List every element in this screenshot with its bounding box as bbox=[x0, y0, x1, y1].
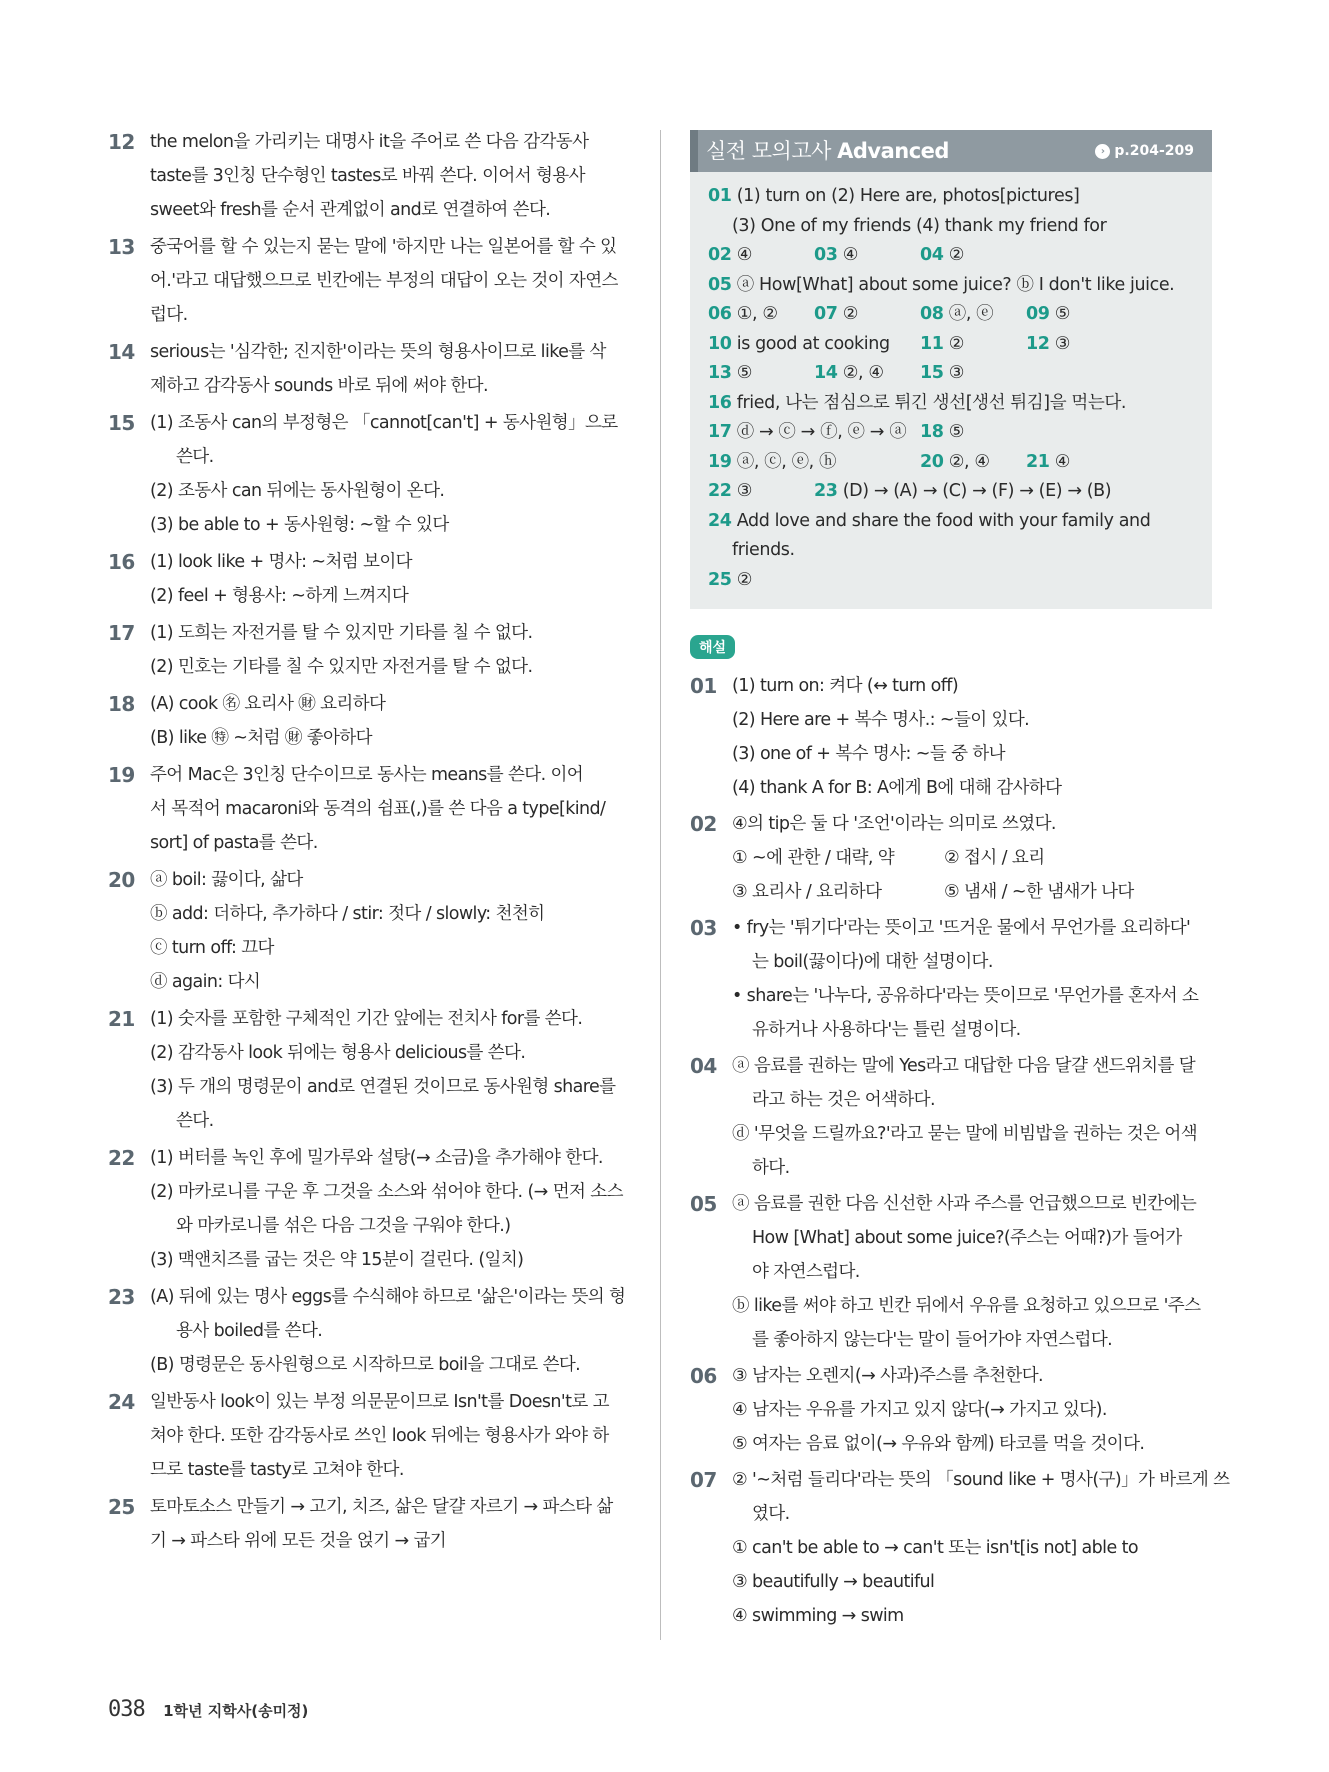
answer-cell bbox=[708, 477, 752, 507]
answer-text: ② bbox=[948, 333, 965, 354]
item-number: 20 bbox=[108, 868, 135, 892]
item-line: (2) 조동사 can 뒤에는 동사원형이 온다. bbox=[150, 481, 445, 501]
item-number: 25 bbox=[108, 1495, 135, 1519]
explanation-item bbox=[108, 758, 634, 860]
explanation-item bbox=[108, 616, 634, 684]
item-number: 01 bbox=[690, 674, 717, 698]
column-divider bbox=[660, 130, 661, 1640]
item-number: 22 bbox=[108, 1146, 135, 1170]
item-line: ⓓ '무엇을 드릴까요?'라고 묻는 말에 비빔밥을 권하는 것은 어색 bbox=[732, 1124, 1198, 1144]
answer-row bbox=[708, 271, 1196, 301]
answer-text: ③ bbox=[948, 363, 965, 383]
answer-cell bbox=[920, 241, 964, 271]
item-line: 야 자연스럽다. bbox=[752, 1262, 860, 1282]
right-column bbox=[690, 130, 1230, 1635]
answer-row bbox=[708, 566, 1196, 596]
item-line: ⓐ boil: 끓이다, 삶다 bbox=[150, 870, 303, 890]
answer-text: ②, ④ bbox=[842, 363, 884, 383]
item-line: ⓑ like를 써야 하고 빈칸 뒤에서 우유를 요청하고 있으므로 '주스 bbox=[732, 1296, 1201, 1316]
answer-cell bbox=[814, 477, 1111, 507]
answer-number: 14 bbox=[814, 363, 838, 383]
answer-cell bbox=[708, 241, 752, 271]
item-number: 02 bbox=[690, 812, 717, 836]
answer-cell bbox=[708, 182, 1079, 212]
item-line: (A) cook ㊔ 요리사 ㊖ 요리하다 bbox=[150, 694, 386, 714]
item-line: 쓴다. bbox=[176, 447, 214, 467]
item-line: 럽다. bbox=[150, 305, 188, 325]
item-line: 쓴다. bbox=[176, 1111, 214, 1131]
answer-row bbox=[708, 330, 1196, 360]
item-number: 19 bbox=[108, 763, 135, 787]
explanation-item bbox=[108, 125, 634, 227]
item-line: 였다. bbox=[752, 1504, 790, 1524]
item-line: 일반동사 look이 있는 부정 의문문이므로 Isn't를 Doesn't로 고 bbox=[150, 1392, 609, 1412]
item-line: (B) like ㊕ ~처럼 ㊖ 좋아하다 bbox=[150, 728, 372, 748]
answer-text: ② bbox=[948, 245, 965, 265]
answer-cell bbox=[920, 300, 993, 330]
item-number: 14 bbox=[108, 340, 135, 364]
answer-number: 16 bbox=[708, 392, 732, 413]
item-line: the melon을 가리키는 대명사 it을 주어로 쓴 다음 감각동사 bbox=[150, 132, 589, 152]
item-line: ④의 tip은 둘 다 '조언'이라는 의미로 쓰였다. bbox=[732, 814, 1056, 834]
answer-number: 06 bbox=[708, 304, 732, 324]
item-line: (2) 감각동사 look 뒤에는 형용사 delicious를 쓴다. bbox=[150, 1043, 526, 1063]
answer-number: 01 bbox=[708, 186, 732, 206]
solution-item bbox=[690, 1359, 1212, 1461]
item-number: 06 bbox=[690, 1364, 717, 1388]
answer-number: 17 bbox=[708, 422, 732, 442]
item-line: ④ swimming → swim bbox=[732, 1606, 904, 1626]
answer-number: 02 bbox=[708, 245, 732, 265]
answer-key-header bbox=[690, 130, 1212, 172]
item-line: • fry는 '튀기다'라는 뜻이고 '뜨거운 물에서 무언가를 요리하다' bbox=[732, 918, 1191, 938]
answer-cell bbox=[814, 359, 884, 389]
answer-number: 05 bbox=[708, 274, 732, 295]
answer-row bbox=[708, 241, 1196, 271]
explanation-item bbox=[108, 335, 634, 403]
answer-key-box bbox=[690, 130, 1212, 609]
answer-number: 10 bbox=[708, 333, 732, 354]
choice-left: ③ 요리사 / 요리하다 bbox=[732, 882, 882, 902]
answer-number: 19 bbox=[708, 451, 732, 472]
answer-cell bbox=[708, 330, 890, 360]
item-line: ① can't be able to → can't 또는 isn't[is not] able to bbox=[732, 1538, 1138, 1558]
explanation-item bbox=[108, 1280, 634, 1382]
answer-text: (1) turn on (2) Here are, photos[pictures] bbox=[736, 186, 1080, 206]
page-number: 038 bbox=[108, 1697, 145, 1722]
answer-text: friends. bbox=[732, 540, 795, 560]
item-number: 13 bbox=[108, 235, 135, 259]
item-line: 제하고 감각동사 sounds 바로 뒤에 써야 한다. bbox=[150, 376, 488, 396]
item-line: (A) 뒤에 있는 명사 eggs를 수식해야 하므로 '삶은'이라는 뜻의 형 bbox=[150, 1287, 626, 1307]
item-line: 하다. bbox=[752, 1158, 790, 1178]
item-line: 는 boil(끓이다)에 대한 설명이다. bbox=[752, 952, 993, 972]
answer-text: ⑤ bbox=[736, 363, 753, 383]
choice-right: ② 접시 / 요리 bbox=[944, 848, 1045, 868]
choice-right: ⑤ 냄새 / ~한 냄새가 나다 bbox=[944, 882, 1134, 902]
item-line: sort] of pasta를 쓴다. bbox=[150, 833, 318, 853]
item-line: (1) 버터를 녹인 후에 밀가루와 설탕(→ 소금)을 추가해야 한다. bbox=[150, 1148, 603, 1168]
answer-number: 20 bbox=[920, 451, 944, 472]
explanation-item bbox=[108, 545, 634, 613]
solution-item bbox=[690, 807, 1212, 909]
answer-text: ③ bbox=[1054, 333, 1071, 354]
answer-number: 25 bbox=[708, 569, 732, 590]
item-number: 04 bbox=[690, 1054, 717, 1078]
answer-row bbox=[708, 212, 1196, 242]
item-line: (2) Here are + 복수 명사.: ~들이 있다. bbox=[732, 710, 1030, 730]
answer-text: ①, ② bbox=[736, 304, 778, 324]
answer-cell bbox=[708, 389, 1126, 419]
answer-number: 12 bbox=[1026, 333, 1050, 354]
explanation-item bbox=[108, 687, 634, 755]
item-line: 기 → 파스타 위에 모든 것을 얹기 → 굽기 bbox=[150, 1531, 447, 1551]
item-line: ⓓ again: 다시 bbox=[150, 972, 261, 992]
answer-number: 22 bbox=[708, 481, 732, 501]
item-line: (1) 숫자를 포함한 구체적인 기간 앞에는 전치사 for를 쓴다. bbox=[150, 1009, 583, 1029]
item-line: ② '~처럼 들리다'라는 뜻의 「sound like + 명사(구)」가 바르게 쓰 bbox=[732, 1470, 1230, 1490]
item-line: (1) 도희는 자전거를 탈 수 있지만 기타를 칠 수 없다. bbox=[150, 623, 533, 643]
item-line: (B) 명령문은 동사원형으로 시작하므로 boil을 그대로 쓴다. bbox=[150, 1355, 581, 1375]
answer-cell bbox=[814, 241, 858, 271]
answer-text: ④ bbox=[1054, 451, 1071, 472]
page-footer bbox=[108, 1697, 308, 1722]
item-number: 03 bbox=[690, 916, 717, 940]
explanation-item bbox=[108, 1385, 634, 1487]
explanation-item bbox=[108, 1490, 634, 1558]
answer-text: ④ bbox=[842, 245, 859, 265]
item-line: 와 마카로니를 섞은 다음 그것을 구워야 한다.) bbox=[176, 1216, 511, 1236]
item-number: 05 bbox=[690, 1192, 717, 1216]
item-line: (1) 조동사 can의 부정형은 「cannot[can't] + 동사원형」으로 bbox=[150, 413, 618, 433]
item-number: 24 bbox=[108, 1390, 135, 1414]
item-line: ④ 남자는 우유를 가지고 있지 않다(→ 가지고 있다). bbox=[732, 1400, 1107, 1420]
answer-number: 21 bbox=[1026, 451, 1050, 472]
item-line: 어.'라고 대답했으므로 빈칸에는 부정의 대답이 오는 것이 자연스 bbox=[150, 271, 618, 291]
explanation-item bbox=[108, 406, 634, 542]
answer-key-title bbox=[706, 136, 949, 166]
item-line: taste를 3인칭 단수형인 tastes로 바꿔 쓴다. 이어서 형용사 bbox=[150, 166, 585, 186]
item-line: 용사 boiled를 쓴다. bbox=[176, 1321, 323, 1341]
item-line: (3) be able to + 동사원형: ~할 수 있다 bbox=[150, 515, 449, 535]
answer-cell bbox=[732, 212, 1106, 242]
answer-text: ② bbox=[842, 304, 859, 324]
page-reference bbox=[1095, 140, 1194, 162]
answer-number: 09 bbox=[1026, 304, 1050, 324]
answer-text: Add love and share the food with your family and bbox=[736, 510, 1151, 531]
explanation-item bbox=[108, 1002, 634, 1138]
answer-cell bbox=[920, 359, 964, 389]
answer-cell bbox=[708, 418, 906, 448]
answer-cell bbox=[732, 536, 795, 566]
answer-number: 23 bbox=[814, 481, 838, 501]
item-number: 07 bbox=[690, 1468, 717, 1492]
item-number: 23 bbox=[108, 1285, 135, 1309]
solution-item bbox=[690, 1049, 1212, 1185]
item-line: sweet와 fresh를 순서 관계없이 and로 연결하여 쓴다. bbox=[150, 200, 551, 220]
item-line: • share는 '나누다, 공유하다'라는 뜻이므로 '무언가를 혼자서 소 bbox=[732, 986, 1199, 1006]
header-tab bbox=[690, 130, 698, 172]
answer-cell bbox=[708, 566, 752, 596]
answer-text: ⓐ, ⓒ, ⓔ, ⓗ bbox=[736, 451, 837, 472]
item-line: 주어 Mac은 3인칭 단수이므로 동사는 means를 쓴다. 이어 bbox=[150, 765, 584, 785]
answer-text: is good at cooking bbox=[736, 333, 890, 354]
answer-row bbox=[708, 507, 1196, 537]
item-line: (4) thank A for B: A에게 B에 대해 감사하다 bbox=[732, 778, 1062, 798]
answer-text: ⓐ, ⓔ bbox=[948, 304, 994, 324]
item-line: ③ 남자는 오렌지(→ 사과)주스를 추천한다. bbox=[732, 1366, 1043, 1386]
answer-row bbox=[708, 448, 1196, 478]
answer-number: 13 bbox=[708, 363, 732, 383]
title-main: Advanced bbox=[837, 139, 949, 163]
item-number: 21 bbox=[108, 1007, 135, 1031]
answer-cell bbox=[1026, 300, 1070, 330]
item-line: 를 좋아하지 않는다'는 말이 들어가야 자연스럽다. bbox=[752, 1330, 1113, 1350]
answer-cell bbox=[920, 448, 990, 478]
answer-text: (D) → (A) → (C) → (F) → (E) → (B) bbox=[842, 481, 1112, 501]
solution-item bbox=[690, 1463, 1230, 1633]
solution-badge: 해설 bbox=[690, 635, 735, 659]
item-line: 쳐야 한다. 또한 감각동사로 쓰인 look 뒤에는 형용사가 와야 하 bbox=[150, 1426, 609, 1446]
answer-text: ②, ④ bbox=[948, 451, 990, 472]
answer-text: ④ bbox=[736, 245, 753, 265]
answer-row bbox=[708, 359, 1196, 389]
answer-text: ⓐ How[What] about some juice? ⓑ I don't like juice. bbox=[736, 274, 1175, 295]
answer-number: 18 bbox=[920, 422, 944, 442]
item-line: 라고 하는 것은 어색하다. bbox=[752, 1090, 935, 1110]
item-line: How [What] about some juice?(주스는 어때?)가 들어가 bbox=[752, 1228, 1182, 1248]
item-number: 18 bbox=[108, 692, 135, 716]
choice-pair bbox=[732, 841, 1212, 875]
item-line: 므로 taste를 tasty로 고쳐야 한다. bbox=[150, 1460, 404, 1480]
answer-text: ⓓ → ⓒ → ⓕ, ⓔ → ⓐ bbox=[736, 422, 907, 442]
explanation-item bbox=[108, 863, 634, 999]
item-line: (1) look like + 명사: ~처럼 보이다 bbox=[150, 552, 412, 572]
solution-item bbox=[690, 911, 1212, 1047]
answer-text: ⑤ bbox=[948, 422, 965, 442]
item-number: 15 bbox=[108, 411, 135, 435]
answer-text: (3) One of my friends (4) thank my friend for bbox=[732, 215, 1107, 236]
answer-row bbox=[708, 389, 1196, 419]
item-line: (2) 마카로니를 구운 후 그것을 소스와 섞어야 한다. (→ 먼저 소스 bbox=[150, 1182, 623, 1202]
answer-row bbox=[708, 536, 1196, 566]
solution-item bbox=[690, 1187, 1212, 1357]
item-line: (3) one of + 복수 명사: ~들 중 하나 bbox=[732, 744, 1005, 764]
answer-key-body bbox=[690, 172, 1212, 609]
answer-row bbox=[708, 182, 1196, 212]
answer-row bbox=[708, 300, 1196, 330]
item-line: (2) 민호는 기타를 칠 수 있지만 자전거를 탈 수 없다. bbox=[150, 657, 533, 677]
item-line: (2) feel + 형용사: ~하게 느껴지다 bbox=[150, 586, 409, 606]
answer-cell bbox=[708, 271, 1174, 301]
item-line: 서 목적어 macaroni와 동격의 쉼표(,)를 쓴 다음 a type[kind/ bbox=[150, 799, 606, 819]
solution-list bbox=[690, 669, 1230, 1633]
page-ref-text: p.204-209 bbox=[1114, 143, 1194, 159]
answer-cell bbox=[1026, 448, 1070, 478]
answer-number: 11 bbox=[920, 333, 944, 354]
answer-text: ⑤ bbox=[1054, 304, 1071, 324]
explanation-item bbox=[108, 230, 634, 332]
item-line: (3) 두 개의 명령문이 and로 연결된 것이므로 동사원형 share를 bbox=[150, 1077, 616, 1097]
item-line: (3) 맥앤치즈를 굽는 것은 약 15분이 걸린다. (일치) bbox=[150, 1250, 524, 1270]
explanation-item bbox=[108, 1141, 634, 1277]
item-line: serious는 '심각한; 진지한'이라는 뜻의 형용사이므로 like를 삭 bbox=[150, 342, 606, 362]
answer-number: 04 bbox=[920, 245, 944, 265]
book-title: 1학년 지학사(송미정) bbox=[163, 1702, 309, 1720]
answer-cell bbox=[708, 359, 752, 389]
item-line: ⓑ add: 더하다, 추가하다 / stir: 젓다 / slowly: 천천히 bbox=[150, 904, 545, 924]
item-line: ⑤ 여자는 음료 없이(→ 우유와 함께) 타코를 먹을 것이다. bbox=[732, 1434, 1145, 1454]
item-number: 12 bbox=[108, 130, 135, 154]
title-prefix: 실전 모의고사 bbox=[706, 139, 831, 163]
solution-item bbox=[690, 669, 1212, 805]
answer-row bbox=[708, 418, 1196, 448]
answer-number: 24 bbox=[708, 510, 732, 531]
answer-text: fried, 나는 점심으로 튀긴 생선[생선 튀김]을 먹는다. bbox=[736, 392, 1127, 413]
answer-cell bbox=[708, 300, 778, 330]
left-column bbox=[108, 125, 634, 1561]
item-line: 토마토소스 만들기 → 고기, 치즈, 삶은 달걀 자르기 → 파스타 삶 bbox=[150, 1497, 613, 1517]
item-number: 17 bbox=[108, 621, 135, 645]
item-number: 16 bbox=[108, 550, 135, 574]
answer-row bbox=[708, 477, 1196, 507]
answer-text: ③ bbox=[736, 481, 753, 501]
answer-number: 15 bbox=[920, 363, 944, 383]
answer-cell bbox=[708, 448, 836, 478]
answer-cell bbox=[1026, 330, 1070, 360]
answer-cell bbox=[920, 330, 964, 360]
item-line: ⓐ 음료를 권한 다음 신선한 사과 주스를 언급했으므로 빈칸에는 bbox=[732, 1194, 1197, 1214]
answer-text: ② bbox=[736, 569, 753, 590]
answer-cell bbox=[814, 300, 858, 330]
item-line: ③ beautifully → beautiful bbox=[732, 1572, 935, 1592]
answer-number: 08 bbox=[920, 304, 944, 324]
item-line: ⓐ 음료를 권하는 말에 Yes라고 대답한 다음 달걀 샌드위치를 달 bbox=[732, 1056, 1196, 1076]
choice-left: ① ~에 관한 / 대략, 약 bbox=[732, 848, 895, 868]
choice-pair bbox=[732, 875, 1212, 909]
answer-number: 07 bbox=[814, 304, 838, 324]
item-line: (1) turn on: 켜다 (↔ turn off) bbox=[732, 676, 959, 696]
item-line: 중국어를 할 수 있는지 묻는 말에 '하지만 나는 일본어를 할 수 있 bbox=[150, 237, 617, 257]
arrow-icon: › bbox=[1095, 144, 1110, 159]
answer-cell bbox=[708, 507, 1150, 537]
item-line: ⓒ turn off: 끄다 bbox=[150, 938, 274, 958]
item-line: 유하거나 사용하다'는 틀린 설명이다. bbox=[752, 1020, 1021, 1040]
answer-cell bbox=[920, 418, 964, 448]
answer-number: 03 bbox=[814, 245, 838, 265]
